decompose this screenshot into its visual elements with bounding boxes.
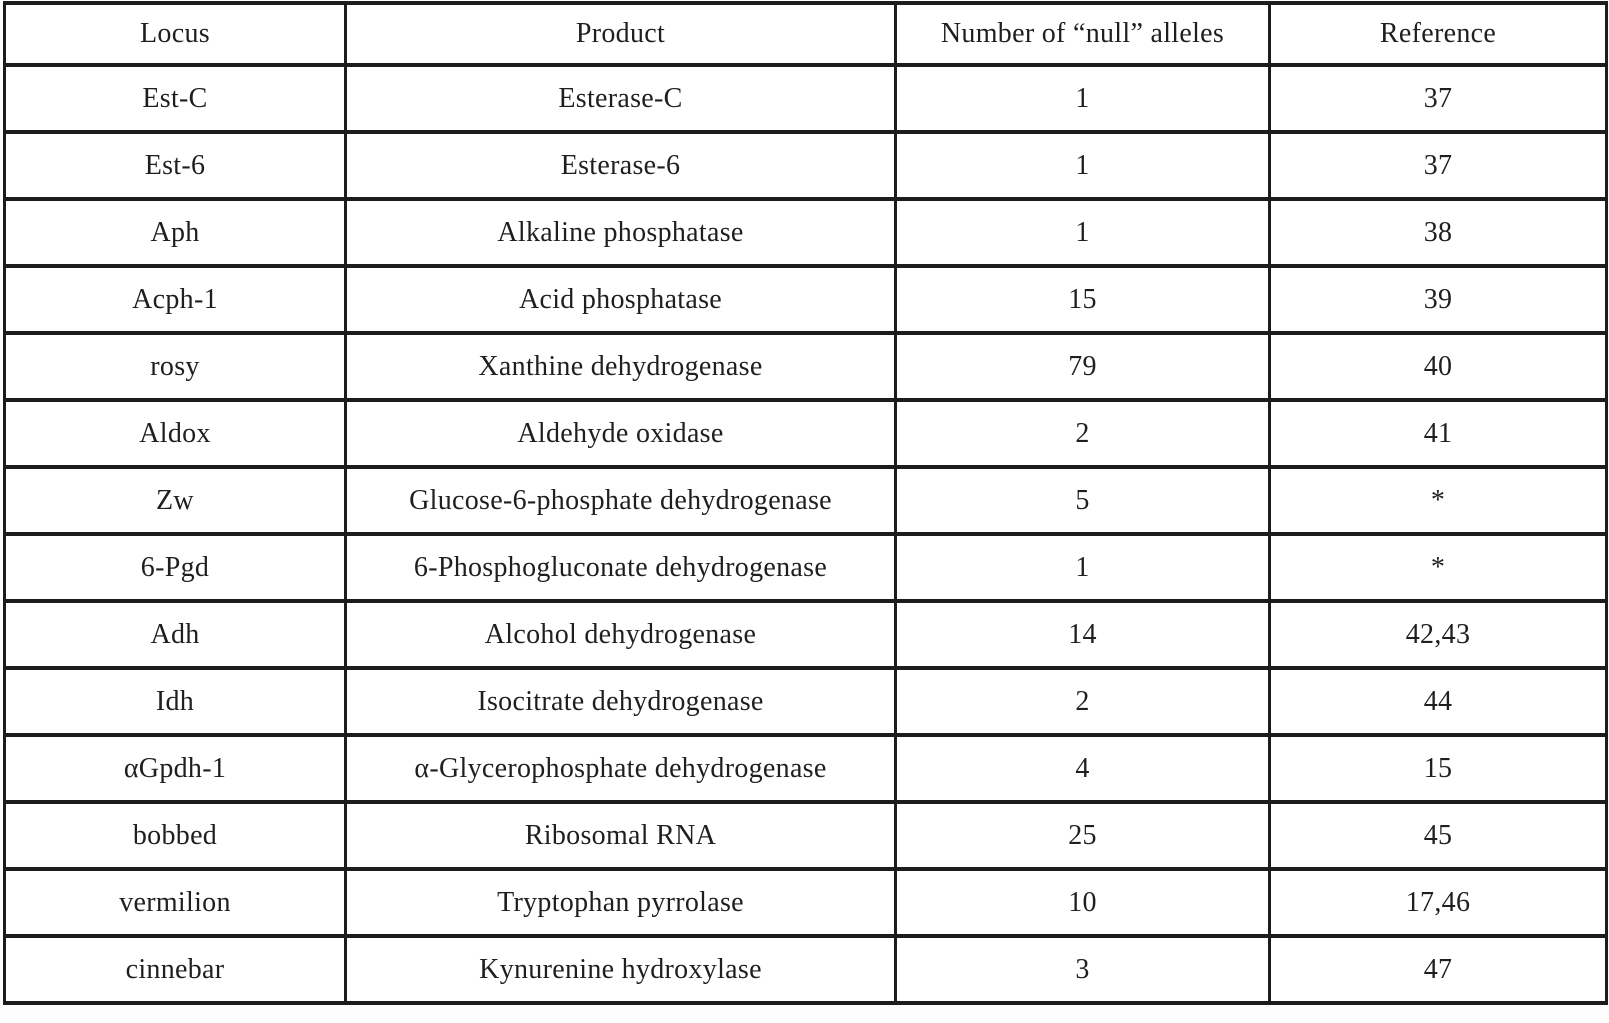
product-cell: Alkaline phosphatase <box>346 199 896 266</box>
table-row <box>5 467 1607 534</box>
null-alleles-cell: 10 <box>896 869 1270 936</box>
reference-cell: 45 <box>1270 802 1607 869</box>
null-alleles-cell: 1 <box>896 132 1270 199</box>
reference-cell: 47 <box>1270 936 1607 1003</box>
reference-cell: 41 <box>1270 400 1607 467</box>
table-row <box>5 266 1607 333</box>
product-cell: Acid phosphatase <box>346 266 896 333</box>
table-row <box>5 668 1607 735</box>
locus-cell: Zw <box>5 467 346 534</box>
product-cell: Tryptophan pyrrolase <box>346 869 896 936</box>
reference-cell: * <box>1270 534 1607 601</box>
locus-cell: αGpdh-1 <box>5 735 346 802</box>
table-row <box>5 132 1607 199</box>
reference-cell: 37 <box>1270 132 1607 199</box>
header-row <box>5 3 1607 65</box>
null-alleles-cell: 79 <box>896 333 1270 400</box>
table-row <box>5 936 1607 1003</box>
null-alleles-table <box>3 1 1608 1005</box>
product-cell: α-Glycerophosphate dehydrogenase <box>346 735 896 802</box>
table-row <box>5 400 1607 467</box>
product-cell: 6-Phosphogluconate dehydrogenase <box>346 534 896 601</box>
reference-cell: 15 <box>1270 735 1607 802</box>
reference-cell: 39 <box>1270 266 1607 333</box>
reference-cell: 42,43 <box>1270 601 1607 668</box>
table-row <box>5 802 1607 869</box>
table-row <box>5 199 1607 266</box>
locus-cell: Adh <box>5 601 346 668</box>
null-alleles-cell: 1 <box>896 534 1270 601</box>
product-cell: Xanthine dehydrogenase <box>346 333 896 400</box>
product-cell: Alcohol dehydrogenase <box>346 601 896 668</box>
product-cell: Esterase-6 <box>346 132 896 199</box>
null-alleles-cell: 3 <box>896 936 1270 1003</box>
table-body <box>5 65 1607 1003</box>
null-alleles-cell: 4 <box>896 735 1270 802</box>
table-header <box>5 3 1607 65</box>
null-alleles-cell: 5 <box>896 467 1270 534</box>
null-alleles-cell: 2 <box>896 400 1270 467</box>
null-alleles-cell: 1 <box>896 199 1270 266</box>
null-alleles-cell: 25 <box>896 802 1270 869</box>
product-cell: Aldehyde oxidase <box>346 400 896 467</box>
reference-cell: 40 <box>1270 333 1607 400</box>
column-header-product: Product <box>346 3 896 65</box>
product-cell: Kynurenine hydroxylase <box>346 936 896 1003</box>
null-alleles-cell: 2 <box>896 668 1270 735</box>
null-alleles-cell: 15 <box>896 266 1270 333</box>
reference-cell: 37 <box>1270 65 1607 132</box>
locus-cell: 6-Pgd <box>5 534 346 601</box>
column-header-locus: Locus <box>5 3 346 65</box>
reference-cell: 17,46 <box>1270 869 1607 936</box>
table-row <box>5 735 1607 802</box>
product-cell: Esterase-C <box>346 65 896 132</box>
table-row <box>5 601 1607 668</box>
locus-cell: cinnebar <box>5 936 346 1003</box>
table-row <box>5 869 1607 936</box>
product-cell: Isocitrate dehydrogenase <box>346 668 896 735</box>
product-cell: Glucose-6-phosphate dehydrogenase <box>346 467 896 534</box>
locus-cell: Aph <box>5 199 346 266</box>
locus-cell: Est-C <box>5 65 346 132</box>
column-header-reference: Reference <box>1270 3 1607 65</box>
locus-cell: rosy <box>5 333 346 400</box>
locus-cell: Est-6 <box>5 132 346 199</box>
locus-cell: Idh <box>5 668 346 735</box>
null-alleles-cell: 1 <box>896 65 1270 132</box>
reference-cell: * <box>1270 467 1607 534</box>
locus-cell: Aldox <box>5 400 346 467</box>
locus-cell: bobbed <box>5 802 346 869</box>
product-cell: Ribosomal RNA <box>346 802 896 869</box>
reference-cell: 44 <box>1270 668 1607 735</box>
table-row <box>5 333 1607 400</box>
table-row <box>5 65 1607 132</box>
column-header-null-alleles: Number of “null” alleles <box>896 3 1270 65</box>
null-alleles-cell: 14 <box>896 601 1270 668</box>
reference-cell: 38 <box>1270 199 1607 266</box>
table-row <box>5 534 1607 601</box>
locus-cell: Acph-1 <box>5 266 346 333</box>
locus-cell: vermilion <box>5 869 346 936</box>
